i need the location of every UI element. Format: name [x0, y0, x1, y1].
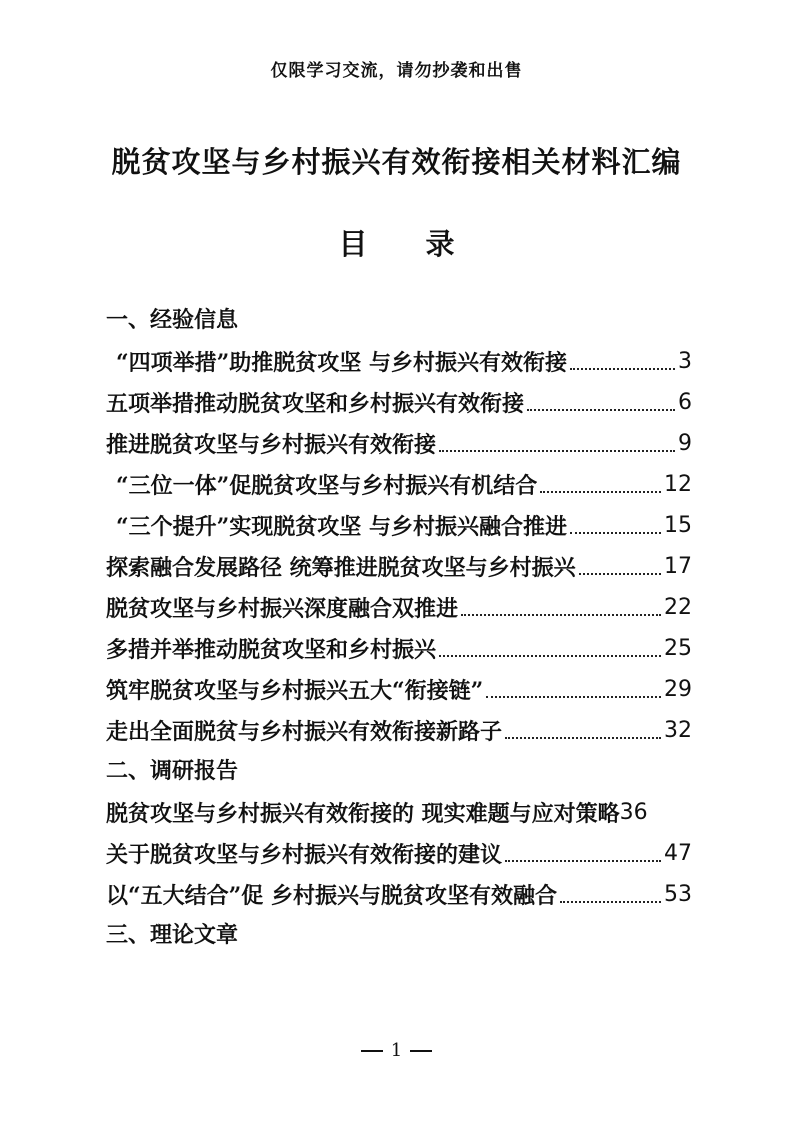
toc-entry-title: 探索融合发展路径 统筹推进脱贫攻坚与乡村振兴	[106, 555, 576, 581]
footer-dash-left	[361, 1050, 383, 1052]
toc-dot-leader	[579, 573, 661, 575]
toc-entry-title: 脱贫攻坚与乡村振兴有效衔接的 现实难题与应对策略	[106, 801, 620, 827]
toc-entry-page-number: 22	[664, 595, 692, 620]
toc-entry[interactable]	[106, 833, 692, 874]
toc-entry[interactable]	[106, 341, 692, 382]
toc-entry-title: “四项举措”助推脱贫攻坚 与乡村振兴有效衔接	[116, 350, 567, 376]
toc-entry[interactable]	[106, 423, 692, 464]
toc-entry-page-number: 12	[664, 472, 692, 497]
toc-entry-title: “三位一体”促脱贫攻坚与乡村振兴有机结合	[116, 473, 538, 499]
header-note: 仅限学习交流，请勿抄袭和出售	[270, 61, 523, 81]
toc-entry-page-number: 15	[664, 513, 692, 538]
toc-dot-leader	[560, 901, 661, 903]
toc-section-heading: 一、经验信息	[106, 307, 239, 333]
toc-dot-leader	[439, 450, 675, 452]
toc-dot-leader	[540, 491, 661, 493]
footer-dash-right	[410, 1050, 432, 1052]
toc-entry[interactable]	[106, 587, 692, 628]
toc-entry-title: 脱贫攻坚与乡村振兴深度融合双推进	[106, 596, 459, 622]
toc-dot-leader	[461, 614, 661, 616]
toc-entry-title: “三个提升”实现脱贫攻坚 与乡村振兴融合推进	[116, 514, 567, 540]
toc-entry-page-number: 25	[664, 636, 692, 661]
toc-entry[interactable]	[106, 464, 692, 505]
toc-entry-title: 五项举措推动脱贫攻坚和乡村振兴有效衔接	[106, 391, 525, 417]
toc-entry[interactable]	[106, 505, 692, 546]
toc-dot-leader	[439, 655, 661, 657]
toc-entry-title: 筑牢脱贫攻坚与乡村振兴五大“衔接链”	[106, 678, 484, 704]
toc-section-heading: 三、理论文章	[106, 922, 239, 948]
toc-entry-page-number: 53	[664, 882, 692, 907]
toc-entry[interactable]	[106, 669, 692, 710]
toc-entry[interactable]	[106, 710, 692, 751]
toc-entry[interactable]	[106, 792, 692, 833]
toc-dot-leader	[570, 368, 675, 370]
toc-dot-leader	[486, 696, 661, 698]
toc-entry-title: 多措并举推动脱贫攻坚和乡村振兴	[106, 637, 437, 663]
toc-entry-title: 关于脱贫攻坚与乡村振兴有效衔接的建议	[106, 842, 503, 868]
toc-entry-title: 推进脱贫攻坚与乡村振兴有效衔接	[106, 432, 437, 458]
document-title: 脱贫攻坚与乡村振兴有效衔接相关材料汇编	[111, 145, 682, 179]
toc-dot-leader	[570, 532, 661, 534]
toc-entry[interactable]	[106, 382, 692, 423]
toc-dot-leader	[527, 409, 675, 411]
toc-entry-page-number: 36	[619, 800, 648, 825]
toc-entry[interactable]	[106, 628, 692, 669]
toc-heading: 目 录	[338, 227, 479, 261]
toc-dot-leader	[505, 860, 661, 862]
toc-entry-page-number: 6	[678, 390, 692, 415]
toc-section-heading: 二、调研报告	[106, 758, 239, 784]
toc-dot-leader	[505, 737, 661, 739]
toc-entry-page-number: 3	[678, 349, 692, 374]
toc-entry-page-number: 9	[678, 431, 692, 456]
toc-entry-page-number: 47	[664, 841, 692, 866]
table-of-contents	[106, 300, 692, 956]
footer-page-number: 1	[390, 1040, 403, 1061]
toc-entry-page-number: 29	[664, 677, 692, 702]
toc-entry[interactable]	[106, 874, 692, 915]
toc-entry-page-number: 17	[664, 554, 692, 579]
toc-entry-title: 走出全面脱贫与乡村振兴有效衔接新路子	[106, 719, 503, 745]
page-footer	[0, 1040, 793, 1061]
toc-entry-page-number: 32	[664, 718, 692, 743]
toc-entry[interactable]	[106, 546, 692, 587]
toc-entry-title: 以“五大结合”促 乡村振兴与脱贫攻坚有效融合	[106, 883, 557, 909]
